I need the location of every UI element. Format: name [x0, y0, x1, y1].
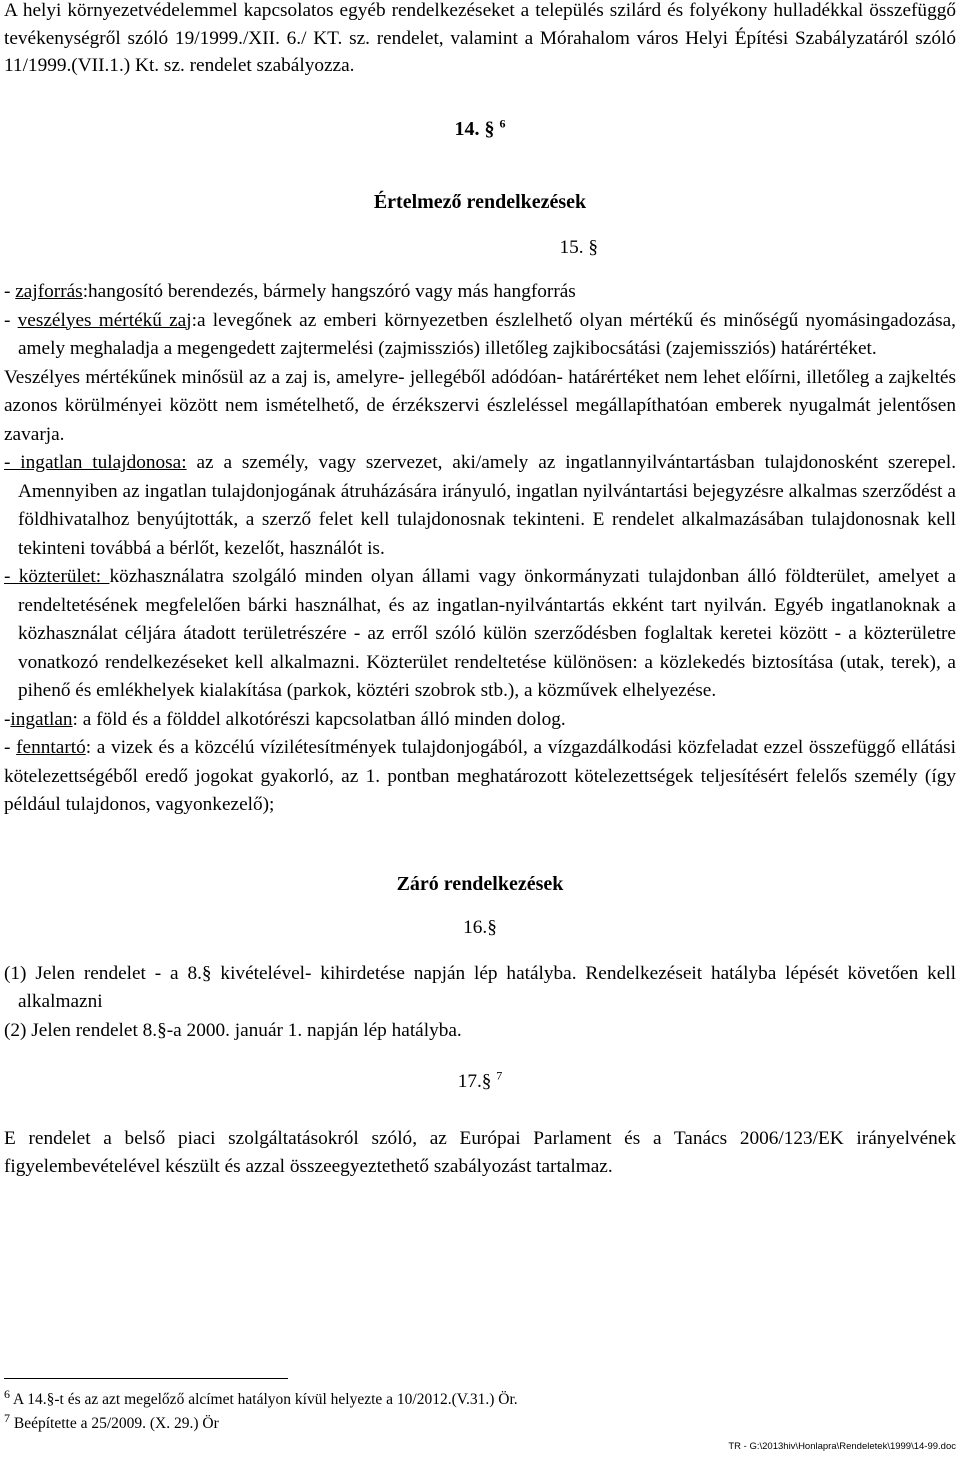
- footnote-ref-7[interactable]: 7: [496, 1068, 503, 1083]
- footnote-6: [4, 1388, 518, 1412]
- veszelyes-zaj-dash: -: [4, 309, 18, 331]
- definition-ingatlan-tulajdonosa: [4, 449, 956, 563]
- final-paragraph: E rendelet a belső piaci szolgáltatásokról szóló, az Európai Parlament és a Tanács 2006/123/EK irányelvének figyelembevételével készült és azzal összeegyeztethető szabályozást tartalmaz.: [4, 1127, 956, 1177]
- section-14-number: 14. §: [454, 117, 495, 140]
- fenntarto-term: fenntartó: [16, 737, 86, 758]
- zajforras-term: zajforrás: [15, 281, 83, 302]
- document-page: [4, 0, 956, 1182]
- ingatlan-tulajdonosa-term: - ingatlan tulajdonosa:: [4, 452, 187, 473]
- kozterulet-text: közhasználatra szolgáló minden olyan állami vagy önkormányzati tulajdonban álló földterület, amelyet a rendeltetésének megfelelően bárki használhat, és az ingatlan-nyilvántartás ekként tart nyilván. Egyéb ingatlanoknak a közhasználat céljára átadott területrészére - az erről szóló külön szerződésben foglaltak keretei között - a közterületre vonatkozó rendelkezéseket kell alkalmazni. Közterület rendeltetése különösen: a közlekedés biztosítása (utak, terek), a pihenő és emlékhelyek kialakítása (parkok, köztéri szobrok stb.), a közművek elhelyezése.: [18, 566, 956, 701]
- footnote-6-number: 6: [4, 1386, 10, 1401]
- footnote-6-text: A 14.§-t és az azt megelőző alcímet hatályon kívül helyezte a 10/2012.(V.31.) Ör.: [10, 1391, 518, 1408]
- zajforras-text: :hangosító berendezés, bármely hangszóró vagy más hangforrás: [82, 281, 576, 302]
- closing-heading: Záró rendelkezések: [396, 872, 564, 895]
- footnote-7-number: 7: [4, 1410, 10, 1425]
- definitions-heading: Értelmező rendelkezések: [373, 191, 587, 213]
- closing-paragraph-1: (1) Jelen rendelet - a 8.§ kivételével- kihirdetése napján lép hatályba. Rendelkezéseit hatályba lépését követően kell alkalmazni: [4, 962, 956, 1012]
- closing-paragraph-2: (2) Jelen rendelet 8.§-a 2000. január 1. napján lép hatályba.: [4, 1019, 462, 1041]
- ingatlan-dash: -: [4, 708, 11, 730]
- ingatlan-text: : a föld és a földdel alkotórészi kapcsolatban álló minden dolog.: [72, 708, 566, 730]
- footnotes: [4, 1388, 518, 1436]
- veszelyes-zaj-text: :a levegőnek az emberi környezetben észlelhető olyan mértékű és minőségű nyomásingadozása, amely meghaladja a megengedett zajtermelési (zajmissziós) illetőleg zajkibocsátási (zajemissziós) határértéket.: [18, 309, 956, 359]
- definition-veszelyes-zaj: [4, 307, 956, 364]
- definition-ingatlan: [4, 706, 956, 735]
- fenntarto-text: : a vizek és a közcélú vízilétesítmények tulajdonjogából, a vízgazdálkodási közfeladat ezzel összefüggő ellátási kötelezettségéből eredő jogokat gyakorló, az 1. pontban meghatározott kötelezettségek teljesítésért felelős személy (így például tulajdonos, vagyonkezelő);: [4, 737, 956, 815]
- section-15-heading: 15. §: [559, 236, 598, 258]
- file-path: TR - G:\2013hiv\Honlapra\Rendeletek\1999\14-99.doc: [728, 1441, 956, 1452]
- footnote-7-text: Beépítette a 25/2009. (X. 29.) Ör: [10, 1415, 219, 1432]
- kozterulet-term: - közterület:: [4, 566, 110, 587]
- section-16-heading: 16.§: [463, 917, 497, 938]
- footnote-divider: [4, 1378, 288, 1379]
- veszelyes-zaj-paragraph: Veszélyes mértékűnek minősül az a zaj is, amelyre- jellegéből adódóan- határértéket nem lehet előírni, illetőleg a zajkeltés azonos körülményei között nem ismételhető, de érzékszervi észleléssel megállapíthatóan emberek nyugalmát jelentősen zavarja.: [4, 366, 956, 445]
- definition-kozterulet: [4, 563, 956, 706]
- section-17-heading: [4, 1068, 956, 1097]
- veszelyes-zaj-term: veszélyes mértékű zaj: [17, 309, 192, 331]
- definitions-list: [4, 278, 956, 820]
- footnote-7: [4, 1412, 518, 1436]
- definition-fenntarto: [4, 734, 956, 820]
- section-17-number: 17.§: [457, 1071, 492, 1092]
- footnote-ref-6[interactable]: 6: [499, 115, 506, 130]
- fenntarto-dash: -: [4, 737, 17, 758]
- definition-zajforras: [4, 278, 956, 307]
- ingatlan-tulajdonosa-text: az a személy, vagy szervezet, aki/amely az ingatlannyilvántartásban tulajdonosként szerepel. Amennyiben az ingatlan tulajdonjogának átruházására irányuló, ingatlan nyilvántartási bejegyzésre alkalmas szerződést a földhivatalhoz benyújtották, a szerző felet kell tulajdonosnak tekinteni. E rendelet alkalmazásában tulajdonosnak kell tekinteni továbbá a bérlőt, kezelőt, használót is.: [18, 452, 957, 559]
- zajforras-dash: -: [4, 281, 16, 302]
- section-14-heading: [4, 115, 956, 144]
- intro-paragraph: A helyi környezetvédelemmel kapcsolatos egyéb rendelkezéseket a település szilárd és folyékony hulladékkal összefüggő tevékenységről szóló 19/1999./XII. 6./ KT. sz. rendelet, valamint a Mórahalom város Helyi Építési Szabályzatáról szóló 11/1999.(VII.1.) Kt. sz. rendelet szabályozza.: [4, 0, 956, 76]
- ingatlan-term: ingatlan: [10, 708, 73, 730]
